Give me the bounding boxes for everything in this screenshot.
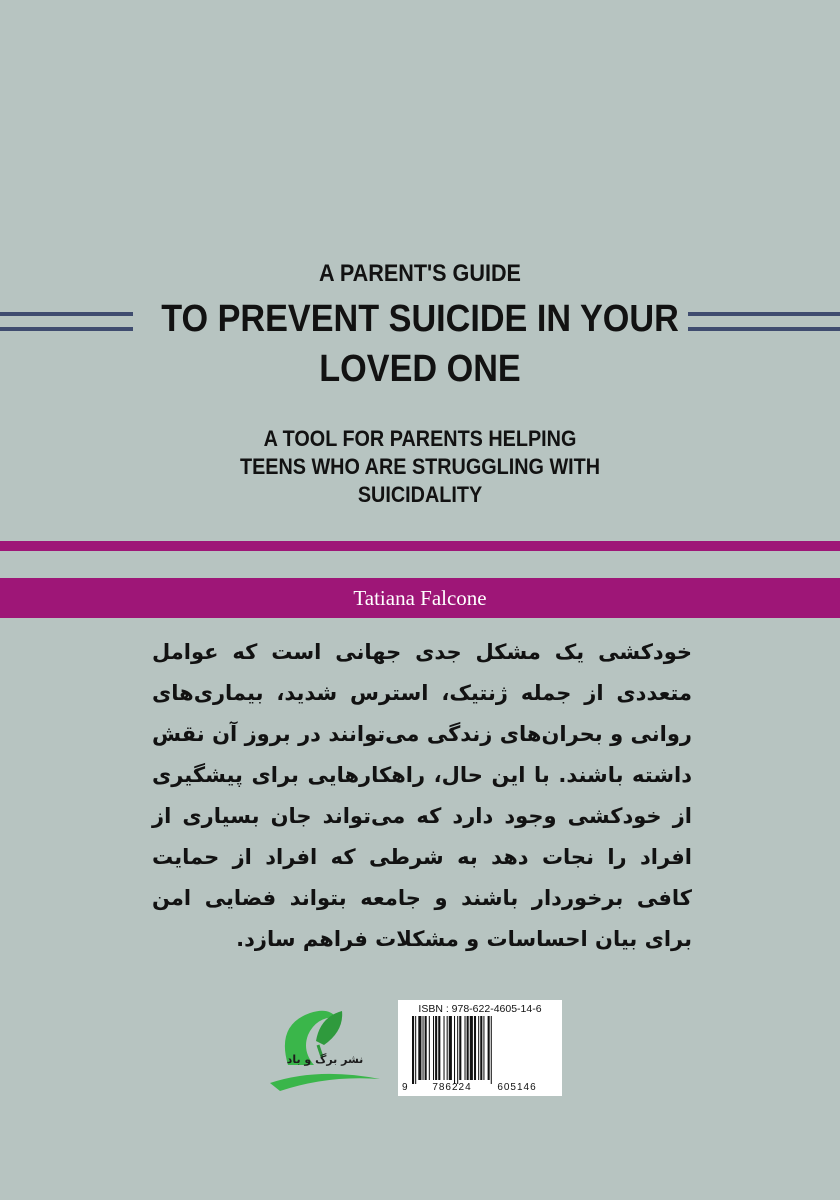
publisher-logo bbox=[258, 995, 388, 1095]
title-line-3: LOVED ONE bbox=[319, 348, 521, 390]
barcode-digits-right: 605146 bbox=[497, 1082, 537, 1093]
leaf-logo-icon bbox=[258, 995, 388, 1095]
barcode-digits-left: 786224 bbox=[432, 1082, 472, 1093]
barcode-digit-first: 9 bbox=[402, 1082, 408, 1093]
publisher-name: نشر برگ و باد bbox=[286, 1053, 364, 1066]
title-line-1: A PARENT'S GUIDE bbox=[319, 260, 521, 287]
description-text: خودکشی یک مشکل جدی جهانی است که عوامل متعددی از جمله ژنتیک، استرس شدید، بیماری‌های روانی و بحران‌های زندگی می‌توانند در بروز آن نقش داشته باشند. با این حال، راهکارهایی برای پیشگیری از خودکشی وجود دارد که می‌تواند جان بسیاری از افراد را نجات دهد به شرطی که افراد از حمایت کافی برخوردار باشند و جامعه بتواند فضایی امن برای بیان احساسات و مشکلات فراهم سازد. bbox=[152, 640, 692, 951]
barcode-box bbox=[398, 1000, 562, 1096]
magenta-stripe bbox=[0, 541, 840, 551]
subtitle-line-2: TEENS WHO ARE STRUGGLING WITH bbox=[239, 454, 601, 479]
subtitle-line-1: A TOOL FOR PARENTS HELPING bbox=[263, 426, 577, 451]
subtitle-line-3: SUICIDALITY bbox=[357, 482, 483, 507]
author-name: Tatiana Falcone bbox=[353, 586, 487, 610]
author-band bbox=[0, 578, 840, 618]
title-line-2: TO PREVENT SUICIDE IN YOUR bbox=[161, 298, 679, 340]
isbn-label: ISBN : 978-622-4605-14-6 bbox=[418, 1003, 542, 1015]
